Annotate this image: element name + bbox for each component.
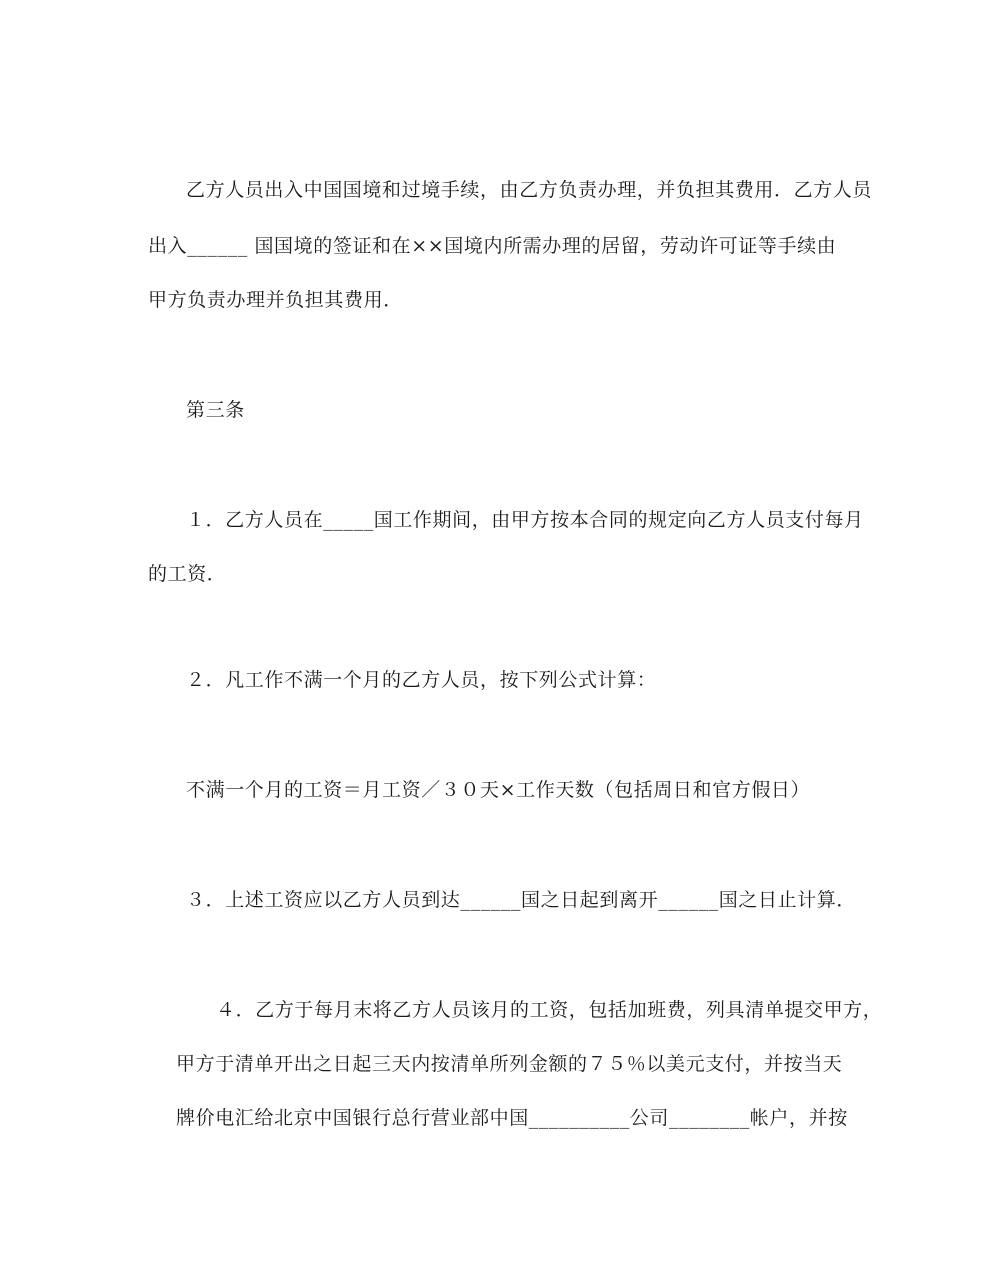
clause-line: １．乙方人员在_____国工作期间，由甲方按本合同的规定向乙方人员支付每月	[186, 509, 864, 531]
paragraph-line: 出入______ 国国境的签证和在××国境内所需办理的居留，劳动许可证等手续由	[148, 235, 837, 257]
clause-line: 甲方于清单开出之日起三天内按清单所列金额的７５％以美元支付，并按当天	[176, 1053, 843, 1075]
clause-2: ２．凡工作不满一个月的乙方人员，按下列公式计算：	[186, 669, 657, 691]
article-heading: 第三条	[186, 399, 245, 421]
clause-line: 的工资．	[148, 563, 227, 585]
clause-line: ４．乙方于每月末将乙方人员该月的工资，包括加班费，列具清单提交甲方，	[216, 999, 883, 1021]
clause-3: ３．上述工资应以乙方人员到达______国之日起到离开______国之日止计算．	[186, 889, 857, 911]
salary-formula: 不满一个月的工资＝月工资／３０天×工作天数（包括周日和官方假日）	[186, 779, 811, 801]
paragraph-line: 乙方人员出入中国国境和过境手续，由乙方负责办理，并负担其费用．乙方人员	[186, 179, 873, 201]
paragraph-line: 甲方负责办理并负担其费用．	[148, 289, 403, 311]
clause-line: 牌价电汇给北京中国银行总行营业部中国__________公司________帐户，并按	[176, 1107, 848, 1129]
